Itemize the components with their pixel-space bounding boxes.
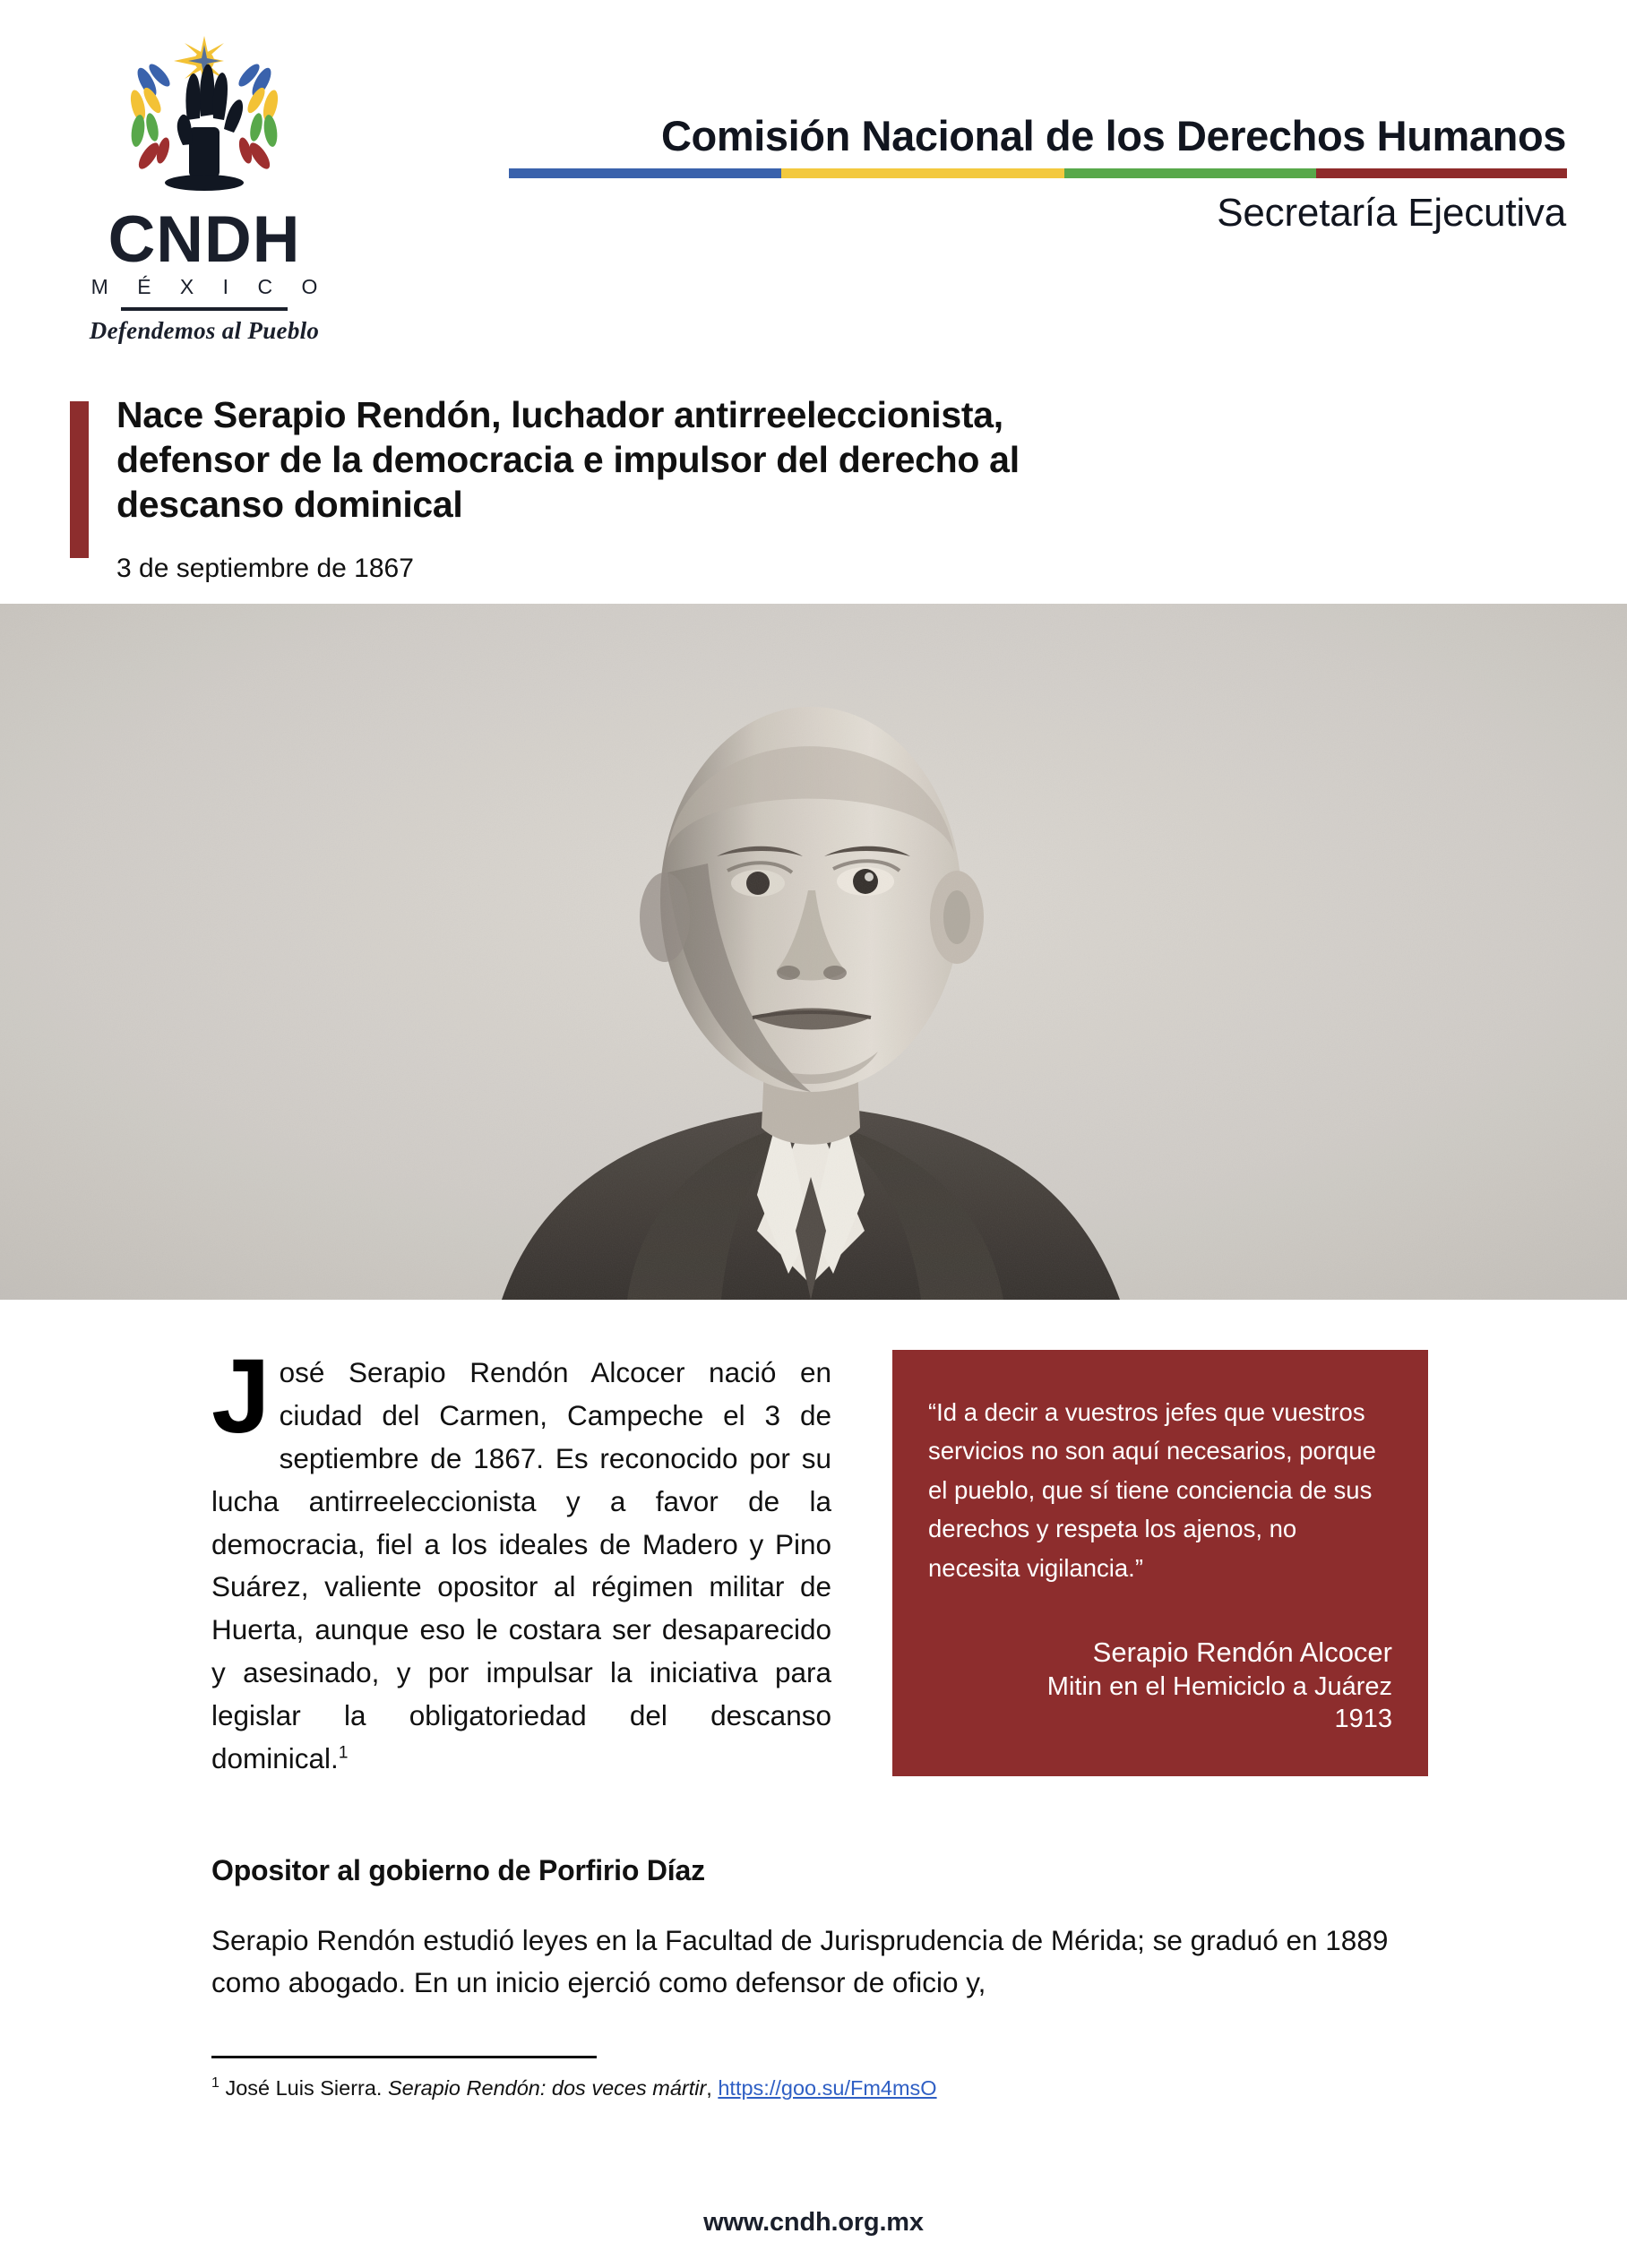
logo-divider: [121, 307, 288, 311]
footnote-number: 1: [211, 2075, 220, 2092]
title-block: [0, 392, 1627, 584]
footnote-text: [211, 2073, 1557, 2103]
logo-tagline: Defendemos al Pueblo: [89, 317, 320, 345]
section-block: [0, 1854, 1627, 2005]
lead-column: [70, 1339, 831, 1781]
hero-portrait-photo: [0, 604, 1627, 1300]
title-accent-bar: [70, 401, 89, 558]
section-heading: Opositor al gobierno de Porfirio Díaz: [211, 1853, 705, 1886]
quote-source: Mitin en el Hemiciclo a Juárez: [1046, 1671, 1392, 1701]
quote-year: 1913: [1334, 1705, 1392, 1734]
cndh-logo: [70, 20, 339, 345]
lead-paragraph: [211, 1337, 831, 1781]
footnote-separator: ,: [706, 2076, 712, 2100]
logo-acronym: CNDH: [108, 203, 301, 276]
color-bar-yellow: [781, 168, 1064, 178]
footnote-work-title: Serapio Rendón: dos veces mártir: [388, 2076, 707, 2100]
organization-subtitle: Secretaría Ejecutiva: [1217, 191, 1566, 235]
section-paragraph: Serapio Rendón estudió leyes en la Facultad de Jurisprudencia de Mérida; se graduó en 1889 como abogado. En un inicio ejerció como defensor de oficio y,: [211, 1923, 1389, 1999]
organization-title: Comisión Nacional de los Derechos Humanos: [660, 112, 1566, 159]
lead-paragraph-text: osé Serapio Rendón Alcocer nació en ciudad del Carmen, Campeche el 3 de septiembre de 1867. Es reconocido por su lucha antirreeleccionista y a favor de la democracia, fiel a los ideales de Madero y Pino Suárez, valiente opositor al régimen militar de Huerta, aunque eso le costara ser desaparecido y asesinado, y por impulsar la iniciativa para legislar la obligatoriedad del descanso dominical.: [211, 1356, 831, 1774]
page-footer: [0, 2208, 1627, 2238]
footnote-author: José Luis Sierra.: [225, 2076, 383, 2100]
footnote-block: [0, 2056, 1627, 2103]
logo-country: M É X I C O: [90, 275, 330, 299]
color-bar-red: [1316, 168, 1567, 178]
organization-header: [509, 112, 1566, 235]
color-bar-blue: [509, 168, 781, 178]
quote-attribution: [928, 1636, 1392, 1737]
footnote-marker-inline: 1: [338, 1743, 349, 1763]
publication-date: 3 de septiembre de 1867: [116, 554, 414, 584]
footnote-divider: [211, 2056, 597, 2058]
color-bar-green: [1064, 168, 1315, 178]
quote-text: “Id a decir a vuestros jefes que vuestros servicios no son aquí necesarios, porque el pueblo, que sí tiene conciencia de sus derechos y respeta los ajenos, no necesita vigilancia.”: [928, 1398, 1376, 1582]
page-title: Nace Serapio Rendón, luchador antirreeleccionista, defensor de la democracia e impulsor del derecho al descanso dominical: [116, 394, 1020, 526]
pull-quote-box: [892, 1350, 1428, 1776]
quote-author: Serapio Rendón Alcocer: [1092, 1637, 1392, 1669]
drop-cap: J: [211, 1337, 271, 1456]
footer-website-url[interactable]: www.cndh.org.mx: [703, 2208, 924, 2237]
raised-hand-laurel-star-icon: [70, 20, 339, 215]
page-header: [0, 0, 1627, 376]
brand-color-bar: [509, 168, 1567, 178]
footnote-url-link[interactable]: https://goo.su/Fm4msO: [718, 2076, 937, 2100]
main-content: [0, 1300, 1627, 1781]
